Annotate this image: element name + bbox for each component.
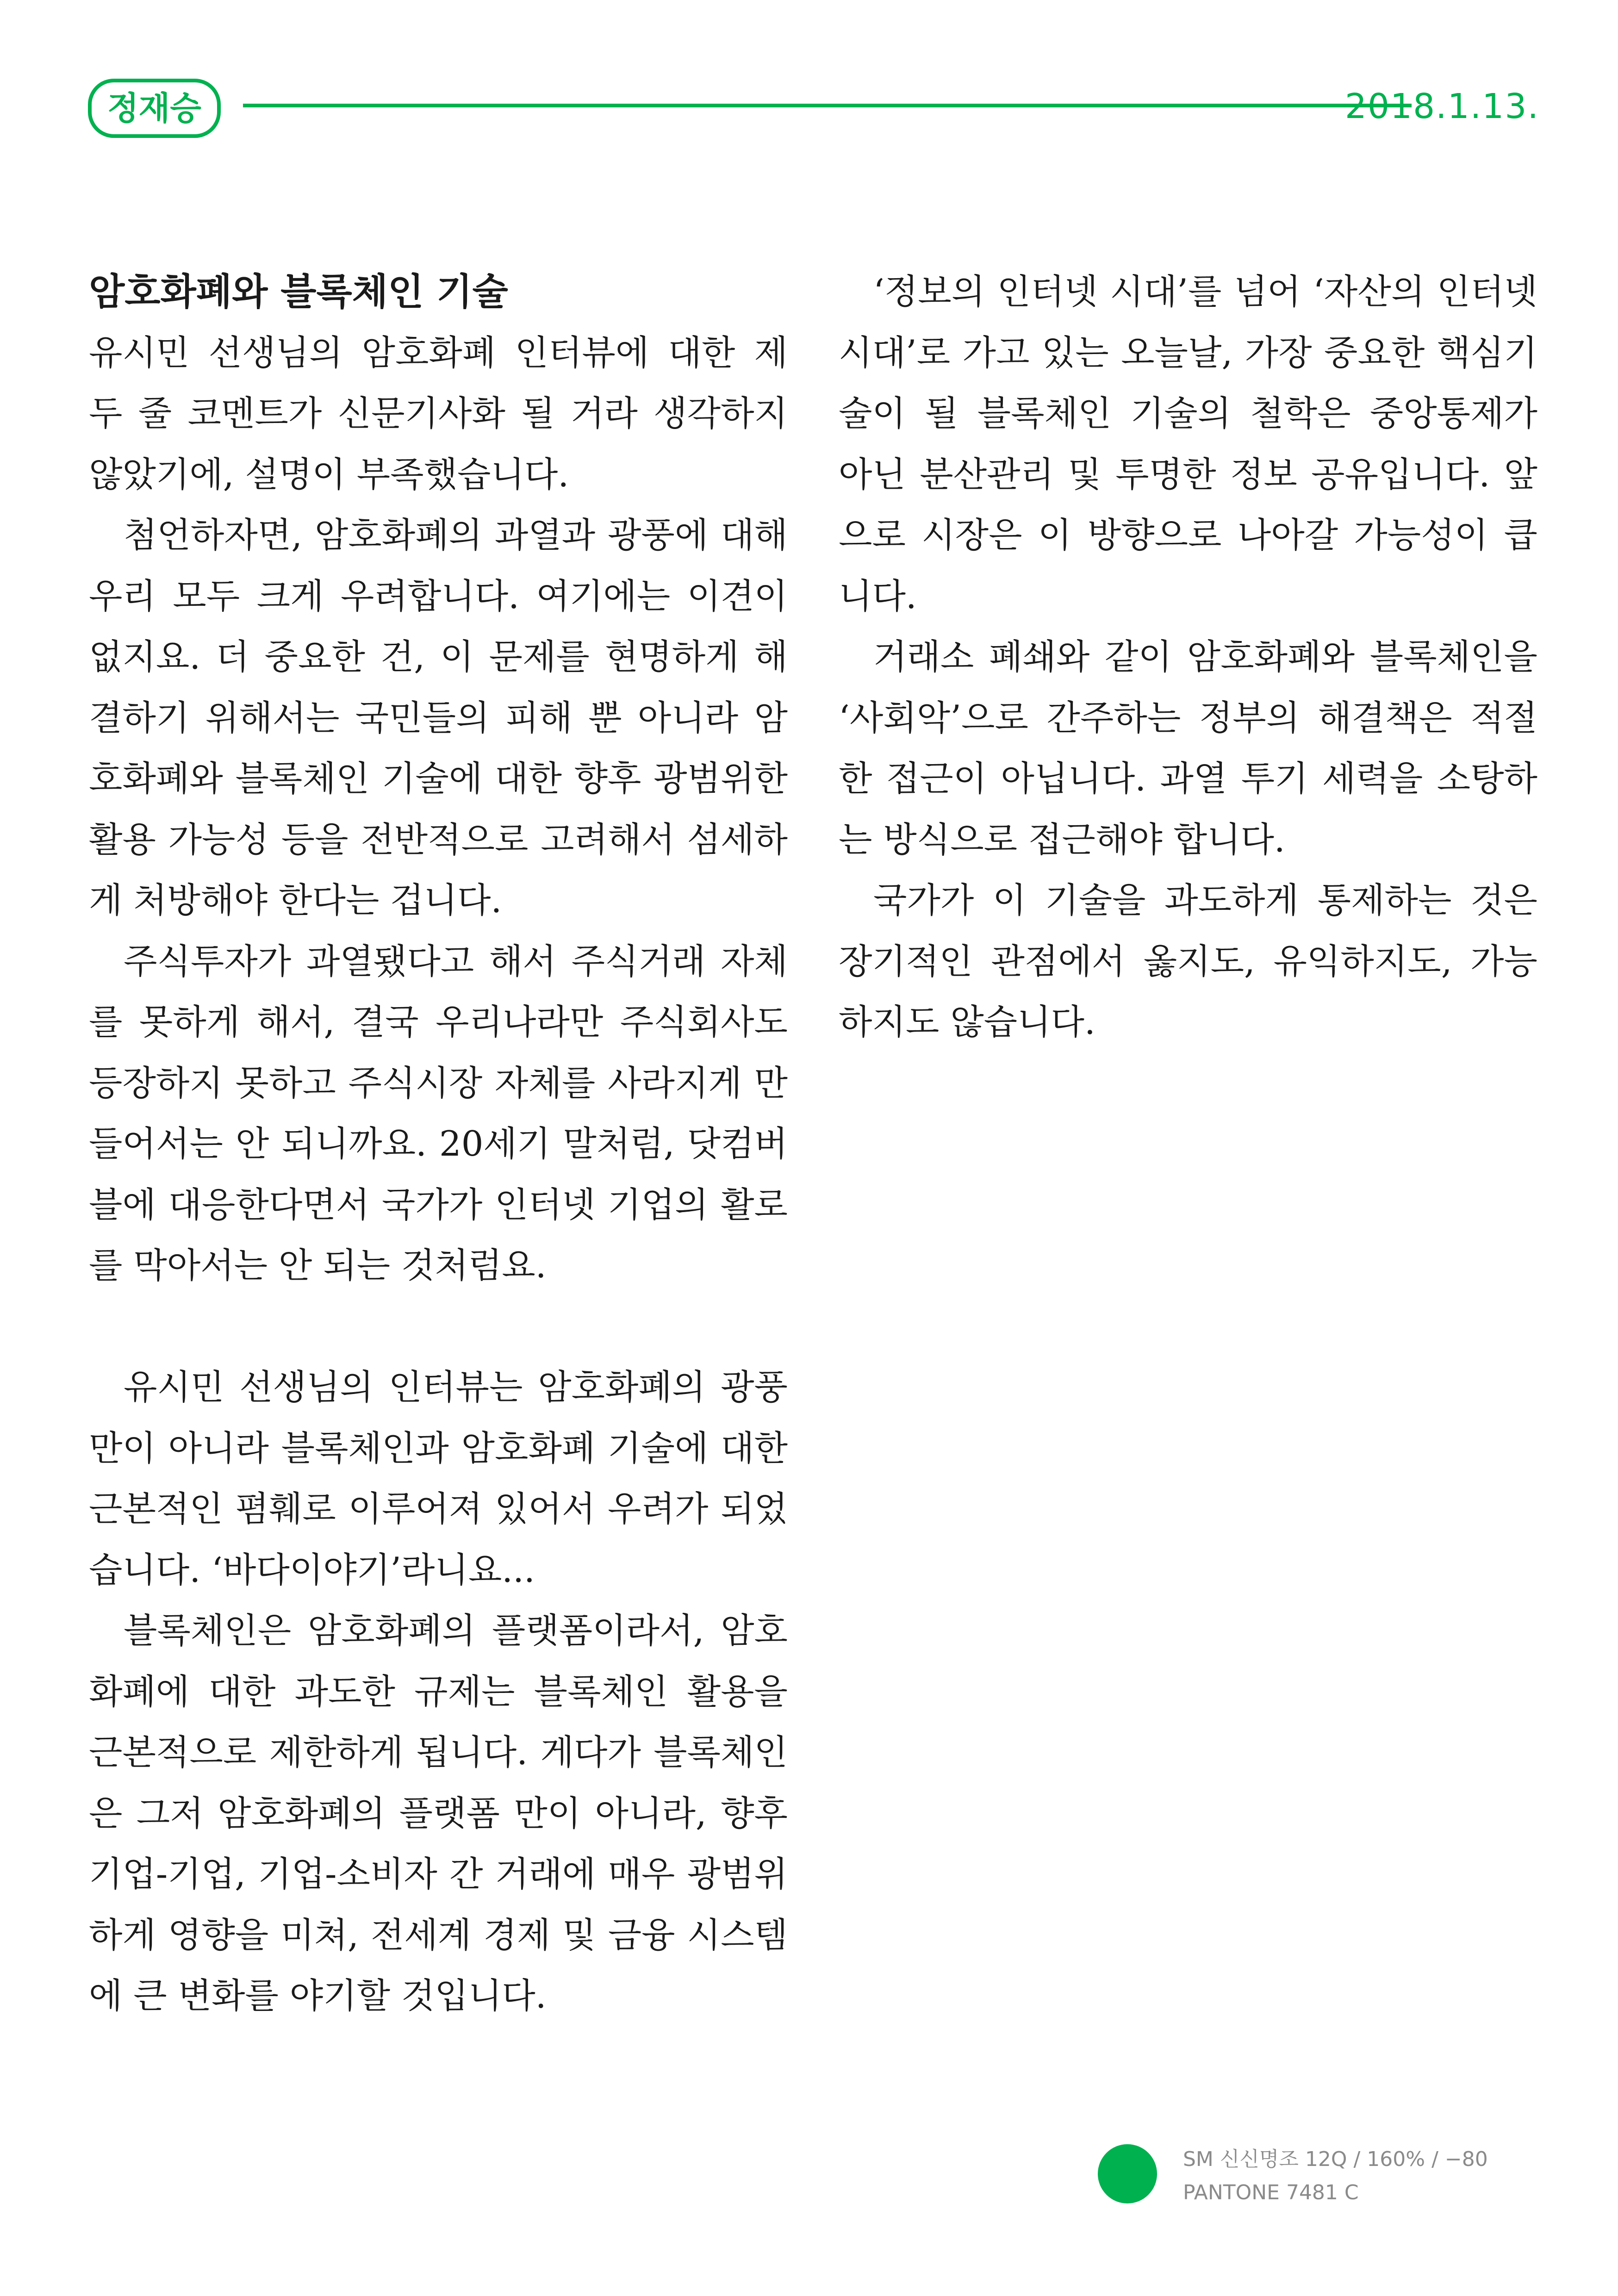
header-date: 2018.1.13. bbox=[1344, 87, 1539, 126]
right-column bbox=[839, 261, 1537, 1053]
paragraph: 거래소 폐쇄와 같이 암호화폐와 블록체인을 ‘사회악’으로 간주하는 정부의 해결책은 적절한 접근이 아닙니다. 과열 투기 세력을 소탕하는 방식으로 접근해야 합니다. bbox=[839, 636, 1537, 860]
page-header bbox=[88, 76, 1539, 137]
article-title: 암호화폐와 블록체인 기술 bbox=[89, 270, 508, 313]
paragraph: 유시민 선생님의 암호화폐 인터뷰에 대한 제 두 줄 코멘트가 신문기사화 될 거라 생각하지 않았기에, 설명이 부족했습니다. bbox=[89, 332, 788, 495]
paragraph: 주식투자가 과열됐다고 해서 주식거래 자체를 못하게 해서, 결국 우리나라만 주식회사도 등장하지 못하고 주식시장 자체를 사라지게 만들어서는 안 되니까요. 20세기 말처럼, 닷컴버블에 대응한다면서 국가가 인터넷 기업의 활로를 막아서는 안 되는 것처럼요. bbox=[89, 940, 788, 1286]
color-spec: PANTONE 7481 C bbox=[1183, 2181, 1359, 2204]
paragraph: 유시민 선생님의 인터뷰는 암호화폐의 광풍만이 아니라 블록체인과 암호화폐 기술에 대한 근본적인 폄훼로 이루어져 있어서 우려가 되었습니다. ‘바다이야기’라니요... bbox=[89, 1367, 788, 1590]
header-divider bbox=[243, 104, 1412, 107]
print-spec bbox=[1183, 2143, 1488, 2209]
paragraph-gap bbox=[89, 1296, 788, 1357]
paragraph: ‘정보의 인터넷 시대’를 넘어 ‘자산의 인터넷 시대’로 가고 있는 오늘날, 가장 중요한 핵심기술이 될 블록체인 기술의 철학은 중앙통제가 아닌 분산관리 및 투명한 정보 공유입니다. 앞으로 시장은 이 방향으로 나아갈 가능성이 큽니다. bbox=[839, 271, 1537, 616]
left-column bbox=[89, 261, 788, 2027]
paragraph: 첨언하자면, 암호화폐의 과열과 광풍에 대해 우리 모두 크게 우려합니다. 여기에는 이견이 없지요. 더 중요한 건, 이 문제를 현명하게 해결하기 위해서는 국민들의 피해 뿐 아니라 암호화폐와 블록체인 기술에 대한 향후 광범위한 활용 가능성 등을 전반적으로 고려해서 섬세하게 처방해야 한다는 겁니다. bbox=[89, 515, 788, 921]
author-badge: 정재승 bbox=[88, 79, 221, 138]
paragraph: 국가가 이 기술을 과도하게 통제하는 것은 장기적인 관점에서 옳지도, 유익하지도, 가능하지도 않습니다. bbox=[839, 880, 1537, 1042]
color-swatch bbox=[1098, 2144, 1157, 2203]
paragraph: 블록체인은 암호화폐의 플랫폼이라서, 암호화폐에 대한 과도한 규제는 블록체인 활용을 근본적으로 제한하게 됩니다. 게다가 블록체인은 그저 암호화폐의 플랫폼 만이 아니라, 향후 기업-기업, 기업-소비자 간 거래에 매우 광범위하게 영향을 미쳐, 전세계 경제 및 금융 시스템에 큰 변화를 야기할 것입니다. bbox=[89, 1610, 788, 2016]
font-spec: SM 신신명조 12Q / 160% / −80 bbox=[1183, 2147, 1488, 2171]
